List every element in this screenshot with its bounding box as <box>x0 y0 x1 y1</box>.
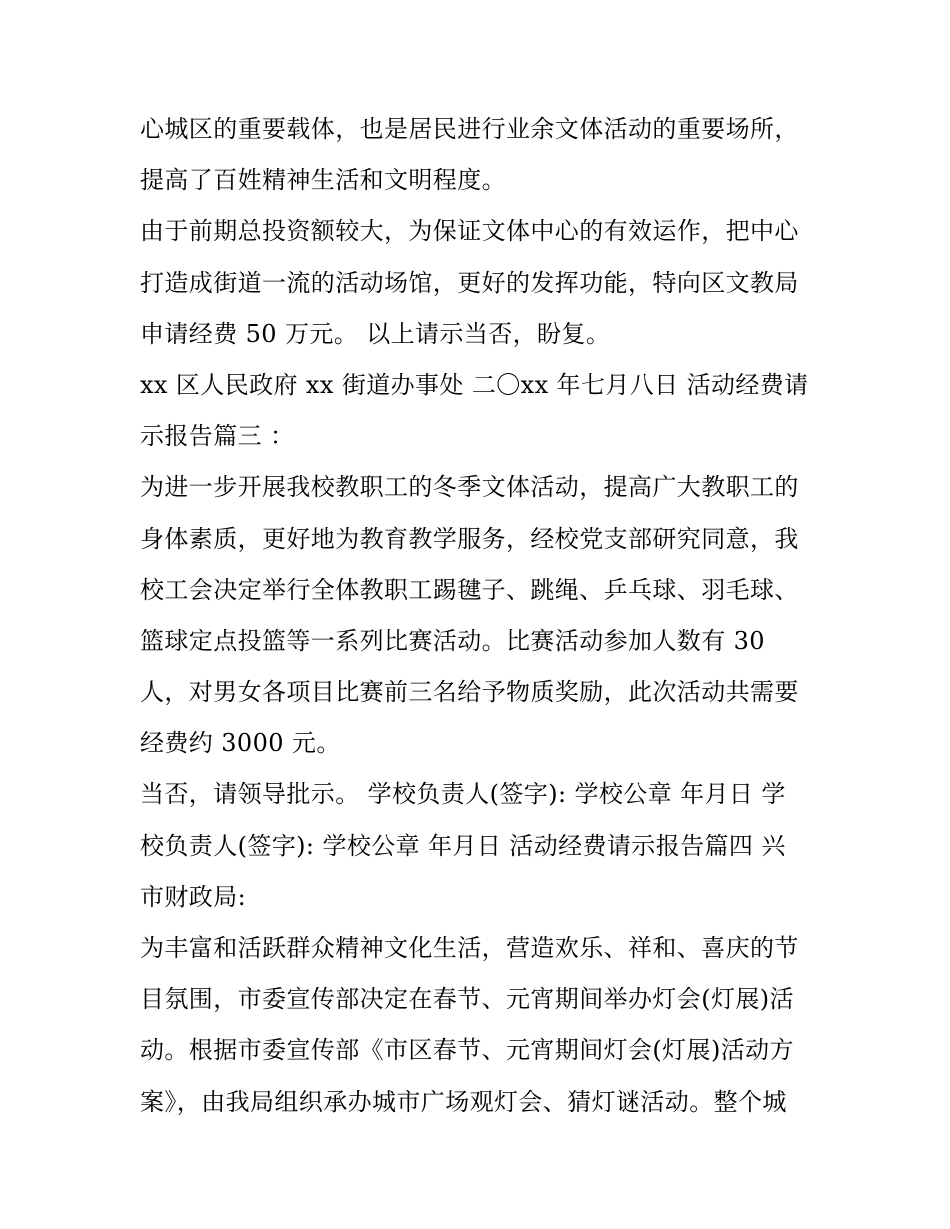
text-line: 提高了百姓精神生活和文明程度。 <box>140 166 506 195</box>
text-line: 为进一步开展我校教职工的冬季文体活动，提高广大教职工的 <box>140 473 799 502</box>
text-line: 心城区的重要载体，也是居民进行业余文体活动的重要场所， <box>140 115 799 143</box>
text-line: 案》，由我局组织承办城市广场观灯会、猜灯谜活动。整个城 <box>140 1087 787 1116</box>
text-line: 身体素质，更好地为教育教学服务，经校党支部研究同意，我 <box>140 524 799 553</box>
text-line: 校负责人(签字): 学校公章 年月日 活动经费请示报告篇四 兴 <box>140 831 786 860</box>
text-line: 目氛围，市委宣传部决定在春节、元宵期间举办灯会(灯展)活 <box>140 985 794 1014</box>
text-line: 经费约 3000 元。 <box>140 729 341 758</box>
text-line: 由于前期总投资额较大，为保证文体中心的有效运作，把中心 <box>140 217 799 246</box>
text-line: 示报告篇三 ： <box>140 422 295 451</box>
text-line: 申请经费 50 万元。 以上请示当否，盼复。 <box>140 319 611 348</box>
text-line: xx 区人民政府 xx 街道办事处 二〇xx 年七月八日 活动经费请 <box>140 370 809 399</box>
text-line: 动。根据市委宣传部《市区春节、元宵期间灯会(灯展)活动方 <box>140 1036 794 1065</box>
text-line: 篮球定点投篮等一系列比赛活动。比赛活动参加人数有 30 <box>140 626 765 655</box>
text-line: 人，对男女各项目比赛前三名给予物质奖励，此次活动共需要 <box>140 678 799 707</box>
text-line: 校工会决定举行全体教职工踢毽子、跳绳、乒乓球、羽毛球、 <box>140 575 799 604</box>
text-line: 市财政局: <box>140 882 247 911</box>
text-line: 为丰富和活跃群众精神文化生活，营造欢乐、祥和、喜庆的节 <box>140 934 799 962</box>
text-line: 打造成街道一流的活动场馆，更好的发挥功能，特向区文教局 <box>140 268 799 297</box>
document-body <box>140 104 820 1128</box>
text-line: 当否，请领导批示。 学校负责人(签字): 学校公章 年月日 学 <box>140 780 786 809</box>
